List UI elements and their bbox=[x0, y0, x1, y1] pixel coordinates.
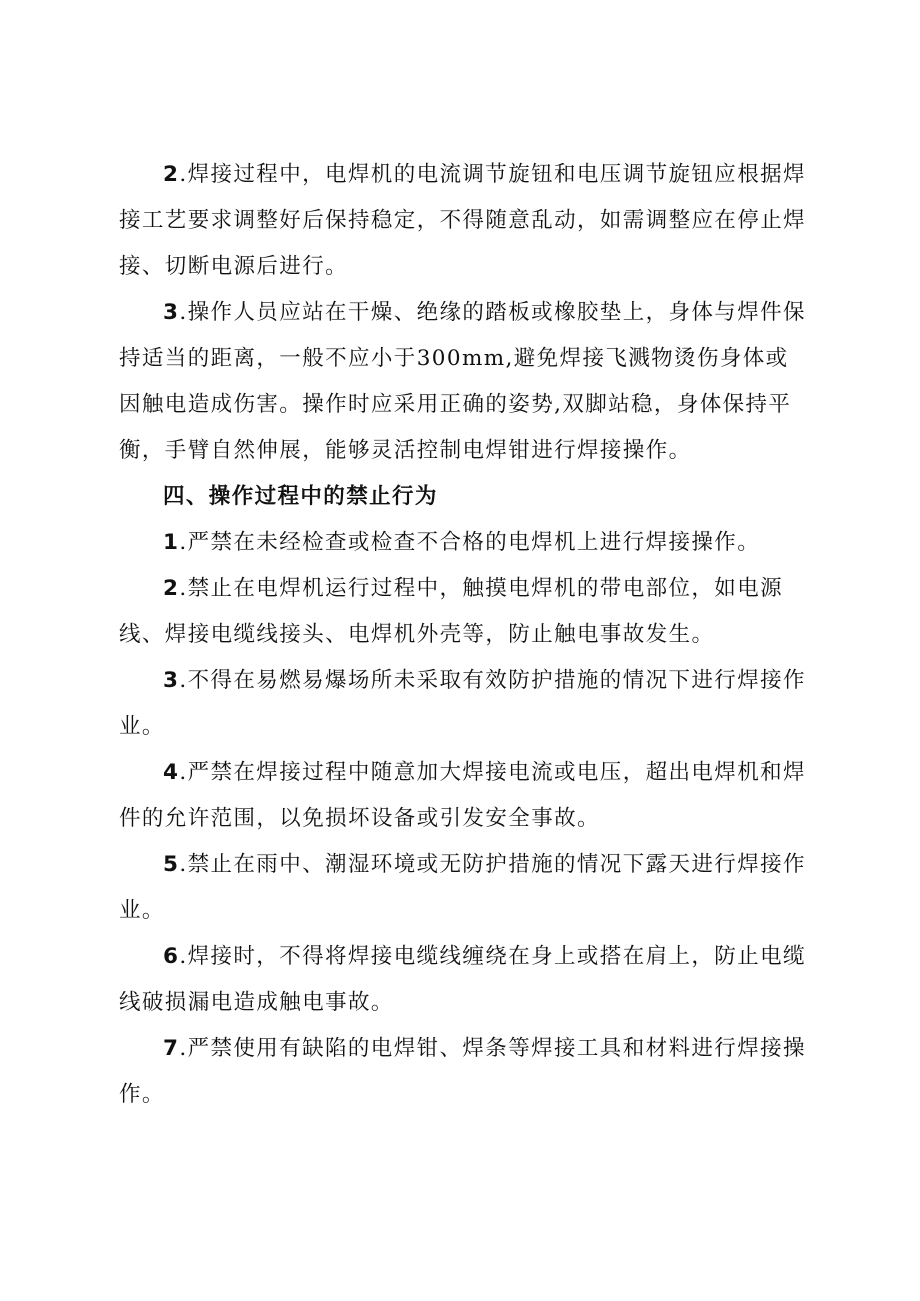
item-text: .禁止在雨中、潮湿环境或无防护措施的情况下露天进行焊接作业。 bbox=[119, 852, 806, 923]
paragraph-text: .操作人员应站在干燥、绝缘的踏板或橡胶垫上，身体与焊件保持适当的距离，一般不应小于300mm,避免焊接飞溅物烫伤身体或因触电造成伤害。操作时应采用正确的姿势,双脚站稳，身体保持平衡，手臂自然伸展，能够灵活控制电焊钳进行焊接操作。 bbox=[119, 300, 806, 463]
list-item bbox=[119, 1026, 809, 1118]
item-number: 5 bbox=[163, 852, 180, 877]
paragraph-number: 2 bbox=[163, 162, 180, 187]
list-item bbox=[119, 520, 809, 566]
item-number: 3 bbox=[163, 668, 180, 693]
list-item bbox=[119, 934, 809, 1026]
section-heading: 四、操作过程中的禁止行为 bbox=[163, 484, 438, 509]
item-number: 7 bbox=[163, 1036, 180, 1061]
paragraph-3 bbox=[119, 290, 809, 474]
item-text: .不得在易燃易爆场所未采取有效防护措施的情况下进行焊接作业。 bbox=[119, 668, 806, 739]
item-text: .严禁在焊接过程中随意加大焊接电流或电压，超出电焊机和焊件的允许范围，以免损坏设备或引发安全事故。 bbox=[119, 760, 806, 831]
paragraph-text: .焊接过程中，电焊机的电流调节旋钮和电压调节旋钮应根据焊接工艺要求调整好后保持稳定，不得随意乱动，如需调整应在停止焊接、切断电源后进行。 bbox=[119, 162, 807, 279]
item-text: .焊接时，不得将焊接电缆线缠绕在身上或搭在肩上，防止电缆线破损漏电造成触电事故。 bbox=[119, 944, 806, 1015]
item-text: .禁止在电焊机运行过程中，触摸电焊机的带电部位，如电源线、焊接电缆线接头、电焊机外壳等，防止触电事故发生。 bbox=[119, 576, 784, 647]
list-item bbox=[119, 566, 809, 658]
item-number: 2 bbox=[163, 576, 180, 601]
item-number: 6 bbox=[163, 944, 180, 969]
list-item bbox=[119, 842, 809, 934]
item-number: 4 bbox=[163, 760, 180, 785]
paragraph-number: 3 bbox=[163, 300, 180, 325]
item-text: .严禁在未经检查或检查不合格的电焊机上进行焊接操作。 bbox=[179, 530, 761, 555]
item-text: .严禁使用有缺陷的电焊钳、焊条等焊接工具和材料进行焊接操作。 bbox=[119, 1036, 806, 1107]
paragraph-2 bbox=[119, 152, 809, 290]
document-body bbox=[119, 152, 809, 1118]
item-number: 1 bbox=[163, 530, 180, 555]
list-item bbox=[119, 658, 809, 750]
list-item bbox=[119, 750, 809, 842]
